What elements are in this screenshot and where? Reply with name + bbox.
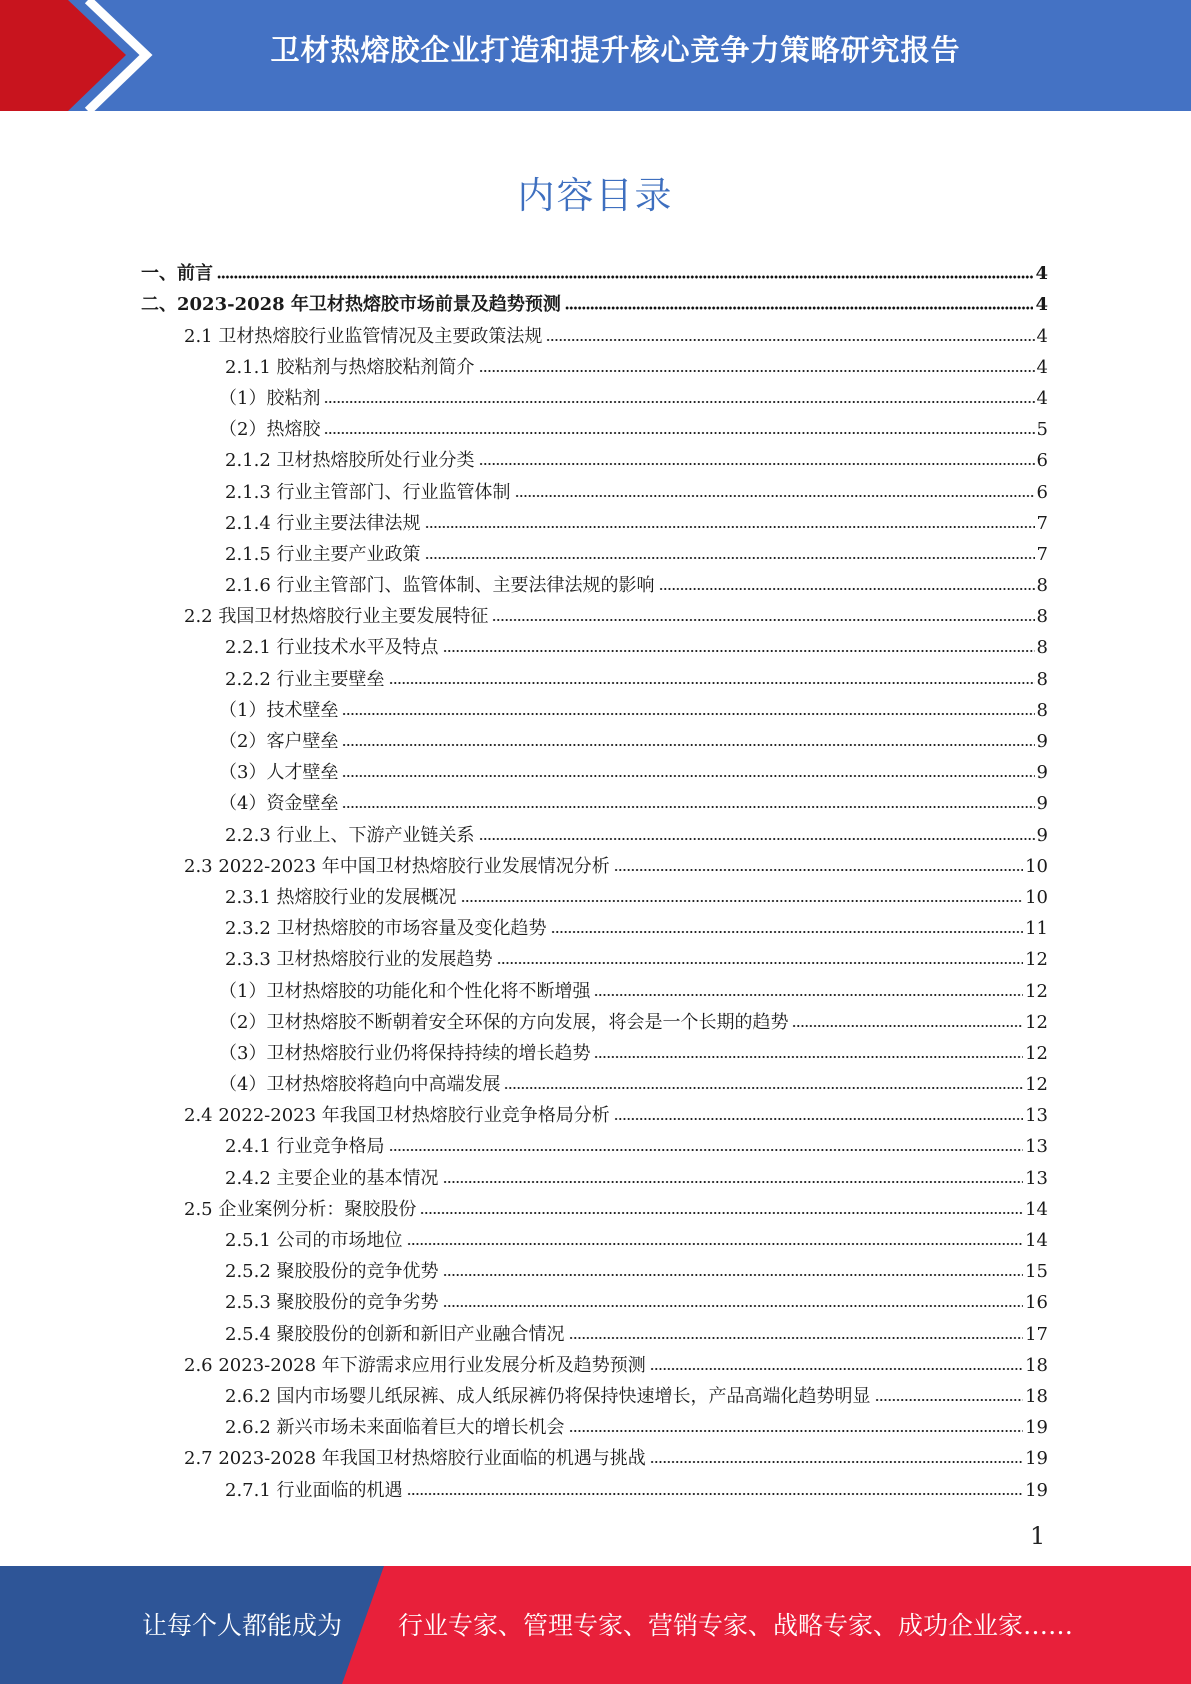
toc-entry-page: 9 xyxy=(1036,731,1048,752)
toc-entry-label: 2.1.2 卫材热熔胶所处行业分类 xyxy=(225,450,475,472)
toc-entry[interactable] xyxy=(141,1065,1048,1096)
toc-entry-page: 8 xyxy=(1036,668,1048,690)
toc-entry-page: 19 xyxy=(1025,1448,1048,1470)
toc-entry[interactable] xyxy=(141,1003,1048,1034)
toc-entry[interactable] xyxy=(141,1034,1048,1065)
toc-entry-page: 7 xyxy=(1036,512,1048,534)
toc-dot-leader xyxy=(497,960,1024,966)
toc-dot-leader xyxy=(594,1054,1023,1060)
toc-entry-page: 19 xyxy=(1025,1417,1048,1439)
toc-entry-label: （3）卫材热熔胶行业仍将保持持续的增长趋势 xyxy=(219,1042,591,1064)
toc-entry-label: 2.1.4 行业主要法律法规 xyxy=(225,512,421,534)
toc-entry-label: 2.3.3 卫材热熔胶行业的发展趋势 xyxy=(225,949,493,971)
toc-entry[interactable] xyxy=(141,909,1048,940)
toc-entry-label: 2.5.4 聚胶股份的创新和新旧产业融合情况 xyxy=(225,1323,565,1345)
toc-entry-label: 2.1.3 行业主管部门、行业监管体制 xyxy=(225,481,511,503)
toc-entry[interactable] xyxy=(141,504,1048,535)
toc-dot-leader xyxy=(614,1116,1023,1122)
toc-entry-label: 2.4.1 行业竞争格局 xyxy=(225,1136,385,1158)
toc-entry-page: 4 xyxy=(1036,356,1048,378)
toc-dot-leader xyxy=(569,1428,1024,1434)
toc-dot-leader xyxy=(324,430,1034,436)
toc-entry-page: 10 xyxy=(1025,855,1048,877)
toc-dot-leader xyxy=(479,368,1035,374)
toc-dot-leader xyxy=(407,1241,1024,1247)
toc-entry[interactable] xyxy=(141,722,1048,753)
toc-dot-leader xyxy=(551,929,1024,935)
footer-bar xyxy=(0,1566,1191,1684)
toc-dot-leader xyxy=(504,1085,1023,1091)
toc-entry-page: 4 xyxy=(1036,325,1048,347)
toc-entry[interactable] xyxy=(141,410,1048,441)
toc-entry-label: 2.3.1 热熔胶行业的发展概况 xyxy=(225,886,457,908)
toc-entry-label: 2.6.2 国内市场婴儿纸尿裤、成人纸尿裤仍将保持快速增长，产品高端化趋势明显 xyxy=(225,1385,871,1407)
toc-entry-page: 13 xyxy=(1025,1136,1048,1158)
toc-entry[interactable] xyxy=(141,379,1048,410)
toc-dot-leader xyxy=(324,399,1034,405)
toc-entry[interactable] xyxy=(141,1283,1048,1314)
toc-entry-label: （4）卫材热熔胶将趋向中高端发展 xyxy=(219,1074,501,1096)
toc-dot-leader xyxy=(420,1210,1023,1216)
toc-entry[interactable] xyxy=(141,1190,1048,1221)
toc-entry-page: 4 xyxy=(1036,387,1048,409)
footer-slogan-left: 让每个人都能成为 xyxy=(142,1611,343,1640)
toc-entry-label: 2.1.1 胶粘剂与热熔胶粘剂简介 xyxy=(225,356,475,378)
toc-entry-page: 9 xyxy=(1036,762,1048,784)
toc-dot-leader xyxy=(479,461,1035,467)
toc-entry[interactable] xyxy=(141,1439,1048,1470)
toc-entry-label: （3）人才壁垒 xyxy=(219,762,339,784)
toc-dot-leader xyxy=(650,1366,1023,1372)
header-bar xyxy=(0,0,1191,111)
toc-entry[interactable] xyxy=(141,628,1048,659)
toc-entry[interactable] xyxy=(141,472,1048,503)
toc-dot-leader xyxy=(443,1303,1024,1309)
toc-entry[interactable] xyxy=(141,1346,1048,1377)
toc-dot-leader xyxy=(546,337,1034,343)
toc-dot-leader xyxy=(650,1459,1023,1465)
toc-dot-leader xyxy=(569,1335,1024,1341)
toc-entry-page: 8 xyxy=(1036,575,1048,597)
toc-entry[interactable] xyxy=(141,659,1048,690)
toc-entry[interactable] xyxy=(141,316,1048,347)
toc-entry-label: 2.2.2 行业主要壁垒 xyxy=(225,668,385,690)
toc-entry[interactable] xyxy=(141,878,1048,909)
toc-entry[interactable] xyxy=(141,940,1048,971)
toc-entry-label: 2.2.1 行业技术水平及特点 xyxy=(225,637,439,659)
toc-entry-page: 6 xyxy=(1036,450,1048,472)
toc-entry-page: 12 xyxy=(1025,1042,1048,1064)
toc-entry-label: 2.2.3 行业上、下游产业链关系 xyxy=(225,824,475,846)
toc-entry[interactable] xyxy=(141,1127,1048,1158)
toc-entry-page: 14 xyxy=(1025,1230,1048,1251)
toc-entry-page: 4 xyxy=(1035,263,1048,285)
toc-entry-page: 11 xyxy=(1025,918,1048,940)
toc-dot-leader xyxy=(342,804,1034,810)
toc-entry-label: 二、2023-2028 年卫材热熔胶市场前景及趋势预测 xyxy=(141,294,561,316)
toc-entry-page: 19 xyxy=(1025,1479,1048,1501)
toc-entry-page: 10 xyxy=(1025,886,1048,908)
toc-entry-label: 2.2 我国卫材热熔胶行业主要发展特征 xyxy=(184,606,489,628)
toc-entry-page: 7 xyxy=(1036,543,1048,565)
toc-entry-label: （1）卫材热熔胶的功能化和个性化将不断增强 xyxy=(219,980,591,1002)
footer-slogan-right: 行业专家、管理专家、营销专家、战略专家、成功企业家…… xyxy=(398,1611,1074,1640)
toc-entry-page: 17 xyxy=(1025,1323,1048,1345)
toc-dot-leader xyxy=(594,992,1023,998)
toc-entry[interactable] xyxy=(141,1096,1048,1127)
toc-entry-page: 13 xyxy=(1025,1105,1048,1127)
toc-dot-leader xyxy=(443,1179,1024,1185)
toc-dot-leader xyxy=(479,836,1035,842)
table-of-contents xyxy=(141,254,1048,1502)
toc-entry[interactable] xyxy=(141,535,1048,566)
toc-entry-page: 9 xyxy=(1036,793,1048,815)
toc-entry[interactable] xyxy=(141,784,1048,815)
toc-entry[interactable] xyxy=(141,815,1048,846)
toc-entry[interactable] xyxy=(141,1470,1048,1501)
toc-entry[interactable] xyxy=(141,1221,1048,1252)
toc-entry-page: 16 xyxy=(1025,1292,1048,1314)
toc-entry[interactable] xyxy=(141,597,1048,628)
toc-entry-page: 4 xyxy=(1035,294,1048,316)
toc-dot-leader xyxy=(461,898,1024,904)
toc-entry[interactable] xyxy=(141,1252,1048,1283)
toc-entry-page: 5 xyxy=(1036,419,1048,441)
toc-entry-label: 2.3 2022-2023 年中国卫材热熔胶行业发展情况分析 xyxy=(184,855,610,877)
toc-entry-label: 2.4 2022-2023 年我国卫材热熔胶行业竞争格局分析 xyxy=(184,1105,610,1127)
toc-entry[interactable] xyxy=(141,847,1048,878)
toc-dot-leader xyxy=(614,867,1023,873)
toc-dot-leader xyxy=(425,555,1035,561)
toc-entry-page: 8 xyxy=(1036,606,1048,628)
toc-entry[interactable] xyxy=(141,441,1048,472)
toc-dot-leader xyxy=(659,586,1035,592)
toc-entry-page: 12 xyxy=(1025,1074,1048,1096)
toc-entry-label: 2.7.1 行业面临的机遇 xyxy=(225,1479,403,1501)
toc-entry-label: 2.4.2 主要企业的基本情况 xyxy=(225,1167,439,1189)
toc-entry-label: 2.5.2 聚胶股份的竞争优势 xyxy=(225,1261,439,1283)
toc-dot-leader xyxy=(217,274,1033,280)
toc-entry[interactable] xyxy=(141,254,1048,285)
toc-entry-label: 2.1 卫材热熔胶行业监管情况及主要政策法规 xyxy=(184,325,543,347)
toc-dot-leader xyxy=(492,617,1034,623)
toc-entry-label: 一、前言 xyxy=(141,263,213,285)
toc-entry-page: 18 xyxy=(1025,1385,1048,1407)
toc-entry-page: 12 xyxy=(1025,949,1048,971)
toc-entry-page: 9 xyxy=(1036,824,1048,846)
toc-dot-leader xyxy=(515,493,1035,499)
toc-entry-label: 2.3.2 卫材热熔胶的市场容量及变化趋势 xyxy=(225,918,547,940)
page-number: 1 xyxy=(1030,1522,1046,1550)
toc-entry[interactable] xyxy=(141,285,1048,316)
toc-dot-leader xyxy=(342,711,1034,717)
toc-entry-label: 2.5.1 公司的市场地位 xyxy=(225,1230,403,1251)
toc-entry-label: （1）技术壁垒 xyxy=(219,699,339,721)
toc-entry-label: （1）胶粘剂 xyxy=(219,387,321,409)
toc-entry[interactable] xyxy=(141,971,1048,1002)
toc-entry-label: 2.6 2023-2028 年下游需求应用行业发展分析及趋势预测 xyxy=(184,1354,646,1376)
toc-heading: 内容目录 xyxy=(517,174,674,217)
toc-entry[interactable] xyxy=(141,1408,1048,1439)
toc-dot-leader xyxy=(443,648,1035,654)
toc-entry-page: 18 xyxy=(1025,1354,1048,1376)
toc-entry[interactable] xyxy=(141,566,1048,597)
toc-entry-page: 13 xyxy=(1025,1167,1048,1189)
toc-entry-label: （4）资金壁垒 xyxy=(219,793,339,815)
toc-dot-leader xyxy=(342,742,1034,748)
toc-entry[interactable] xyxy=(141,348,1048,379)
toc-dot-leader xyxy=(875,1397,1024,1403)
toc-entry-label: 2.7 2023-2028 年我国卫材热熔胶行业面临的机遇与挑战 xyxy=(184,1448,646,1470)
toc-entry[interactable] xyxy=(141,691,1048,722)
toc-dot-leader xyxy=(342,773,1034,779)
toc-entry-label: （2）热熔胶 xyxy=(219,419,321,441)
toc-entry-label: 2.5.3 聚胶股份的竞争劣势 xyxy=(225,1292,439,1314)
toc-entry-label: 2.6.2 新兴市场未来面临着巨大的增长机会 xyxy=(225,1417,565,1439)
report-title: 卫材热熔胶企业打造和提升核心竞争力策略研究报告 xyxy=(270,33,961,67)
toc-dot-leader xyxy=(389,1147,1024,1153)
toc-entry-label: （2）卫材热熔胶不断朝着安全环保的方向发展，将会是一个长期的趋势 xyxy=(219,1011,789,1033)
toc-dot-leader xyxy=(792,1023,1023,1029)
toc-dot-leader xyxy=(425,524,1035,530)
toc-entry[interactable] xyxy=(141,1377,1048,1408)
toc-entry-label: 2.5 企业案例分析：聚胶股份 xyxy=(184,1198,417,1220)
toc-dot-leader xyxy=(407,1491,1024,1497)
toc-entry[interactable] xyxy=(141,753,1048,784)
toc-entry[interactable] xyxy=(141,1158,1048,1189)
toc-entry-page: 14 xyxy=(1025,1198,1048,1220)
toc-entry-page: 15 xyxy=(1025,1261,1048,1283)
toc-entry-page: 6 xyxy=(1036,481,1048,503)
toc-entry-page: 12 xyxy=(1025,980,1048,1002)
toc-dot-leader xyxy=(389,680,1035,686)
toc-entry-page: 12 xyxy=(1025,1011,1048,1033)
header-arrow-logo xyxy=(0,0,160,111)
toc-entry[interactable] xyxy=(141,1314,1048,1345)
toc-dot-leader xyxy=(565,305,1034,311)
toc-entry-label: 2.1.5 行业主要产业政策 xyxy=(225,543,421,565)
toc-entry-page: 8 xyxy=(1036,637,1048,659)
toc-entry-label: （2）客户壁垒 xyxy=(219,731,339,752)
toc-entry-label: 2.1.6 行业主管部门、监管体制、主要法律法规的影响 xyxy=(225,575,655,597)
toc-dot-leader xyxy=(443,1272,1024,1278)
toc-entry-page: 8 xyxy=(1036,699,1048,721)
